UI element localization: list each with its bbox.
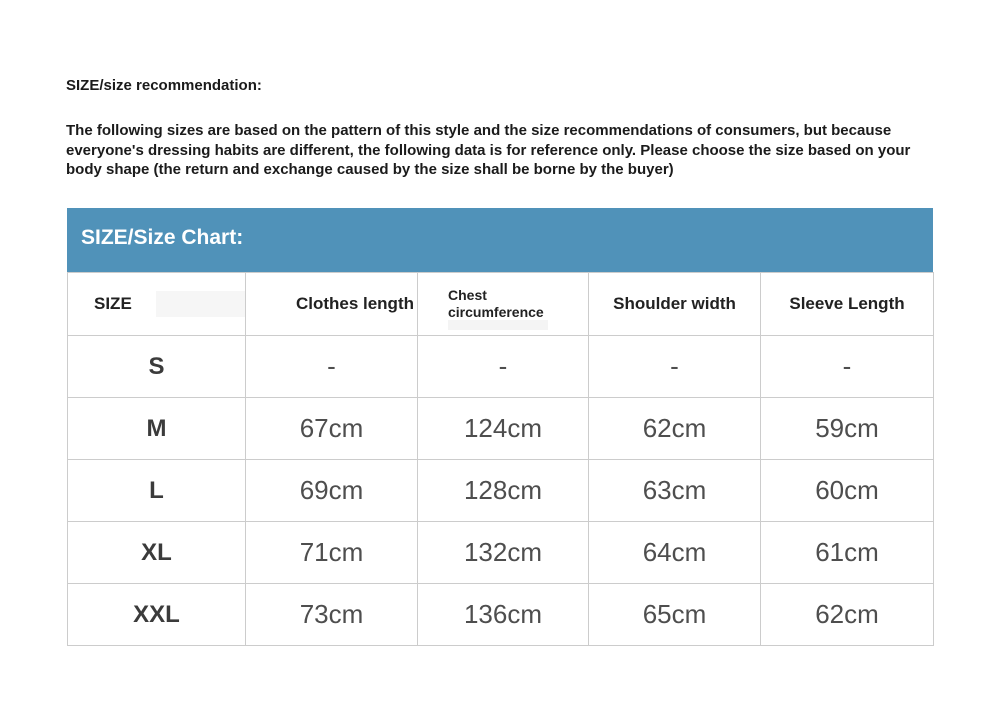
size-value-cell: 128cm — [418, 460, 589, 522]
size-value-cell: 62cm — [589, 398, 761, 460]
column-header-shoulder-width: Shoulder width — [589, 273, 761, 336]
size-value-cell: 64cm — [589, 522, 761, 584]
size-value-cell: 69cm — [246, 460, 418, 522]
column-header-sleeve-length: Sleeve Length — [761, 273, 934, 336]
column-header-size: SIZE — [68, 273, 246, 336]
recommendation-title: SIZE/size recommendation: — [66, 77, 262, 94]
size-label-cell: S — [68, 336, 246, 398]
size-label-cell: M — [68, 398, 246, 460]
size-value-cell: 71cm — [246, 522, 418, 584]
size-value-cell: 61cm — [761, 522, 934, 584]
size-value-cell: 65cm — [589, 584, 761, 646]
size-chart-table — [67, 272, 934, 646]
recommendation-paragraph: The following sizes are based on the pattern of this style and the size recommendations of consumers, but because everyone's dressing habits are different, the following data is for reference only. Please choose the size based on your body shape (the return and exchange caused by the size shall be borne by the buyer) — [66, 122, 911, 178]
size-value-cell: 67cm — [246, 398, 418, 460]
size-value-cell: - — [761, 336, 934, 398]
erased-text-artifact — [448, 320, 548, 330]
table-header-row — [68, 273, 934, 336]
size-value-cell: 132cm — [418, 522, 589, 584]
size-value-cell: 124cm — [418, 398, 589, 460]
erased-text-artifact — [156, 291, 246, 317]
size-value-cell: 63cm — [589, 460, 761, 522]
size-label-cell: XXL — [68, 584, 246, 646]
column-header-chest-circumference: Chest circumference — [418, 273, 589, 336]
size-chart-title: SIZE/Size Chart: — [81, 226, 244, 249]
table-row-m — [68, 398, 934, 460]
size-label-cell: XL — [68, 522, 246, 584]
table-row-xxl — [68, 584, 934, 646]
size-label-cell: L — [68, 460, 246, 522]
table-row-l — [68, 460, 934, 522]
table-row-s — [68, 336, 934, 398]
size-value-cell: 73cm — [246, 584, 418, 646]
size-value-cell: - — [589, 336, 761, 398]
size-value-cell: 59cm — [761, 398, 934, 460]
table-row-xl — [68, 522, 934, 584]
size-chart-header-bar — [67, 208, 933, 272]
size-value-cell: 60cm — [761, 460, 934, 522]
size-value-cell: 62cm — [761, 584, 934, 646]
column-header-clothes-length: Clothes length — [246, 273, 418, 336]
size-value-cell: 136cm — [418, 584, 589, 646]
size-value-cell: - — [418, 336, 589, 398]
size-value-cell: - — [246, 336, 418, 398]
